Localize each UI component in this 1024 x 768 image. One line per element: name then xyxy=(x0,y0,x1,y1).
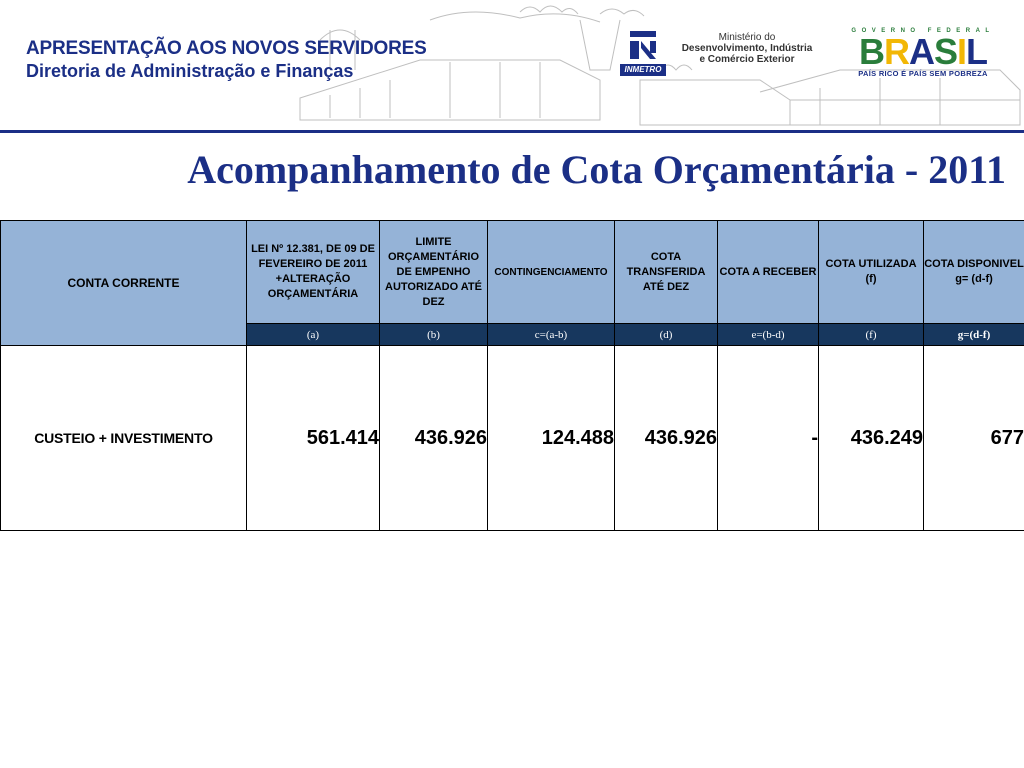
value-f: 436.249 xyxy=(819,346,924,531)
value-g: 677 xyxy=(924,346,1024,531)
formula-a: (a) xyxy=(247,324,380,346)
row-label-custeio-investimento: CUSTEIO + INVESTIMENTO xyxy=(1,346,247,531)
column-header-limite: LIMITE ORÇAMENTÁRIO DE EMPENHO AUTORIZADO ATÉ DEZ xyxy=(380,221,488,324)
ministry-logo xyxy=(672,32,822,65)
value-b: 436.926 xyxy=(380,346,488,531)
column-header-row xyxy=(1,221,1024,324)
budget-quota-table xyxy=(0,220,1024,531)
inmetro-wordmark: INMETRO xyxy=(620,64,666,76)
formula-b: (b) xyxy=(380,324,488,346)
ministry-line2: Desenvolvimento, Indústria xyxy=(681,43,813,54)
brasil-letter: L xyxy=(966,31,988,72)
brasil-letters xyxy=(858,31,988,72)
formula-g: g=(d-f) xyxy=(924,324,1024,346)
page-title: Acompanhamento de Cota Orçamentária - 2011 xyxy=(187,147,1006,192)
column-header-contingenciamento: CONTINGENCIAMENTO xyxy=(488,221,615,324)
conta-corrente-header: CONTA CORRENTE xyxy=(1,221,247,346)
formula-e: e=(b-d) xyxy=(718,324,819,346)
formula-f: (f) xyxy=(819,324,924,346)
ministry-line1: Ministério do xyxy=(718,32,776,43)
header-divider xyxy=(0,130,1024,133)
brasil-letter: I xyxy=(957,31,967,72)
brasil-letter: S xyxy=(933,31,957,72)
table-row xyxy=(1,346,1024,531)
inmetro-mark-icon xyxy=(626,28,660,62)
value-e: - xyxy=(718,346,819,531)
government-slogan: PAÍS RICO É PAÍS SEM POBREZA xyxy=(858,69,988,78)
slide-header xyxy=(0,0,1024,132)
value-a: 561.414 xyxy=(247,346,380,531)
formula-c: c=(a-b) xyxy=(488,324,615,346)
brasil-letter: A xyxy=(908,31,934,72)
column-header-cota-disponivel: COTA DISPONIVEL g= (d-f) xyxy=(924,221,1024,324)
brasil-letter: R xyxy=(883,31,909,72)
column-header-cota-a-receber: COTA A RECEBER xyxy=(718,221,819,324)
column-header-lei: LEI Nº 12.381, DE 09 DE FEVEREIRO DE 2011 +ALTERAÇÃO ORÇAMENTÁRIA xyxy=(247,221,380,324)
presentation-title-line: APRESENTAÇÃO AOS NOVOS SERVIDORES xyxy=(26,38,427,59)
governo-federal-brasil-logo xyxy=(845,27,1001,78)
value-d: 436.926 xyxy=(615,346,718,531)
column-header-cota-transferida: COTA TRANSFERIDA ATÉ DEZ xyxy=(615,221,718,324)
value-c: 124.488 xyxy=(488,346,615,531)
column-header-cota-utilizada: COTA UTILIZADA (f) xyxy=(819,221,924,324)
inmetro-logo xyxy=(620,28,666,76)
formula-d: (d) xyxy=(615,324,718,346)
directorate-line: Diretoria de Administração e Finanças xyxy=(26,61,354,81)
brasil-letter: B xyxy=(858,31,884,72)
governo-federal-label: GOVERNO FEDERAL xyxy=(851,28,995,34)
ministry-line3: e Comércio Exterior xyxy=(699,54,795,65)
